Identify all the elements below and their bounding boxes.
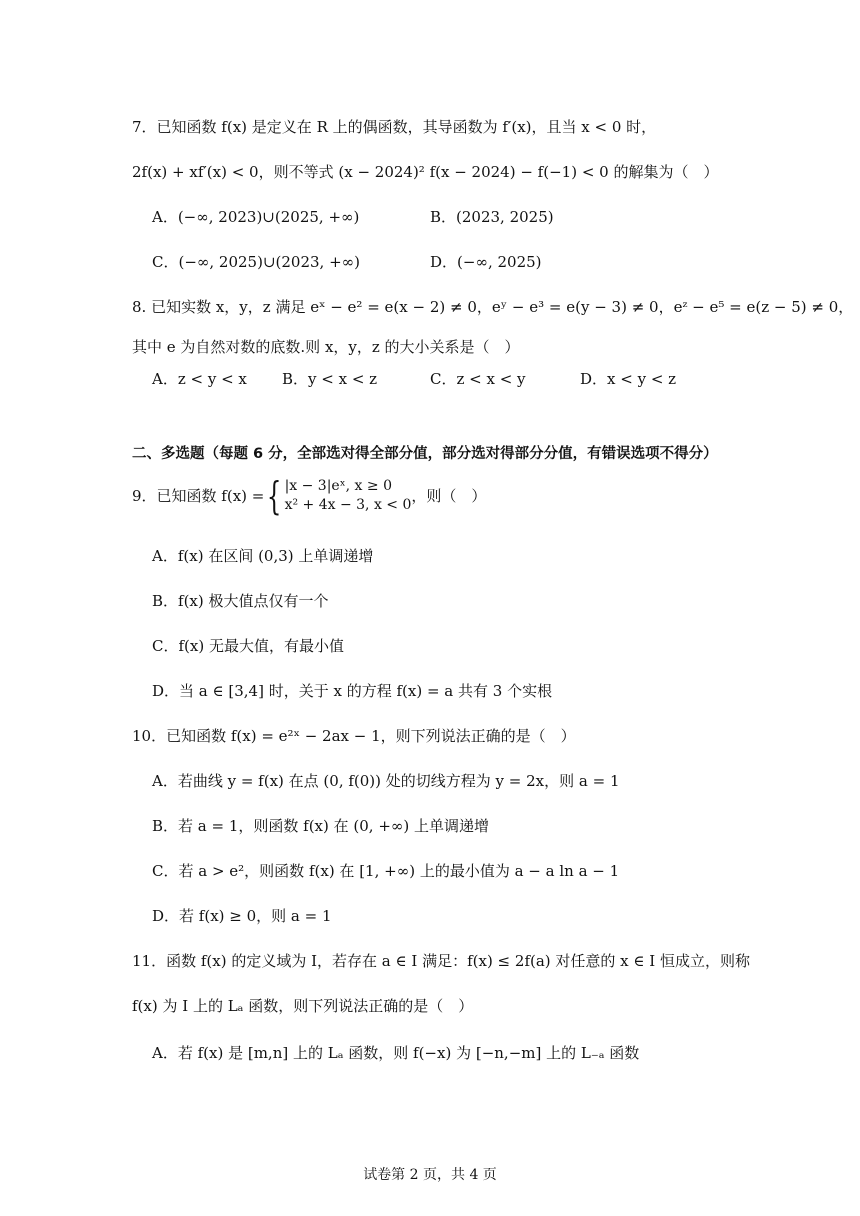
q11-stem-line2: f(x) 为 I 上的 Lₐ 函数，则下列说法正确的是（ ）	[132, 997, 474, 1015]
q7-option-d: D．(−∞, 2025)	[430, 253, 542, 271]
page-footer: 试卷第 2 页，共 4 页	[363, 1167, 497, 1183]
q9-option-a: A．f(x) 在区间 (0,3) 上单调递增	[152, 547, 374, 565]
q7-stem-line2: 2f(x) + xf′(x) < 0，则不等式 (x − 2024)² f(x − 2024) − f(−1) < 0 的解集为（ ）	[132, 163, 719, 181]
q9-stem	[132, 475, 486, 517]
q9-stem-prefix: 9．已知函数 f(x) =	[132, 487, 265, 505]
q10-option-d: D．若 f(x) ≥ 0，则 a = 1	[152, 907, 332, 925]
q10-option-b: B．若 a = 1，则函数 f(x) 在 (0, +∞) 上单调递增	[152, 817, 490, 835]
q11-option-a: A．若 f(x) 是 [m,n] 上的 Lₐ 函数，则 f(−x) 为 [−n,−m] 上的 L₋ₐ 函数	[152, 1044, 640, 1062]
q8-stem-line2: 其中 e 为自然对数的底数.则 x，y，z 的大小关系是（ ）	[132, 338, 520, 356]
left-brace-icon: {	[267, 474, 282, 518]
q7-option-c: C．(−∞, 2025)∪(2023, +∞)	[152, 253, 361, 271]
q9-option-b: B．f(x) 极大值点仅有一个	[152, 592, 329, 610]
q10-stem: 10．已知函数 f(x) = e²ˣ − 2ax − 1，则下列说法正确的是（ ）	[132, 727, 576, 745]
q9-case-2: x² + 4x − 3, x < 0	[284, 497, 412, 513]
q7-stem-line1: 7．已知函数 f(x) 是定义在 R 上的偶函数，其导函数为 f′(x)，且当 x < 0 时，	[132, 118, 657, 136]
q10-option-a: A．若曲线 y = f(x) 在点 (0, f(0)) 处的切线方程为 y = 2x，则 a = 1	[152, 772, 620, 790]
q8-option-d: D．x < y < z	[580, 370, 677, 388]
q8-option-b: B．y < x < z	[282, 370, 378, 388]
section-title: 二、多选题（每题 6 分，全部选对得全部分值，部分选对得部分分值，有错误选项不得分）	[132, 446, 718, 462]
q9-cases	[285, 477, 412, 515]
q9-case-1: |x − 3|eˣ, x ≥ 0	[284, 478, 392, 494]
q8-option-a: A．z < y < x	[152, 370, 247, 388]
q7-option-a: A．(−∞, 2023)∪(2025, +∞)	[152, 208, 360, 226]
q9-option-c: C．f(x) 无最大值，有最小值	[152, 637, 344, 655]
q7-option-b: B．(2023, 2025)	[430, 208, 554, 226]
q9-option-d: D．当 a ∈ [3,4] 时，关于 x 的方程 f(x) = a 共有 3 个实根	[152, 682, 553, 700]
q10-option-c: C．若 a > e²，则函数 f(x) 在 [1, +∞) 上的最小值为 a − a ln a − 1	[152, 862, 620, 880]
q8-option-c: C．z < x < y	[430, 370, 526, 388]
q11-stem-line1: 11．函数 f(x) 的定义域为 I，若存在 a ∈ I 满足：f(x) ≤ 2f(a) 对任意的 x ∈ I 恒成立，则称	[132, 952, 750, 970]
q8-stem-line1: 8. 已知实数 x，y，z 满足 eˣ − e² = e(x − 2) ≠ 0，eʸ − e³ = e(y − 3) ≠ 0，eᶻ − e⁵ = e(z − 5) ≠ 0，	[132, 298, 854, 316]
q9-stem-suffix: ，则（ ）	[411, 487, 487, 505]
q9-piecewise	[264, 474, 412, 518]
